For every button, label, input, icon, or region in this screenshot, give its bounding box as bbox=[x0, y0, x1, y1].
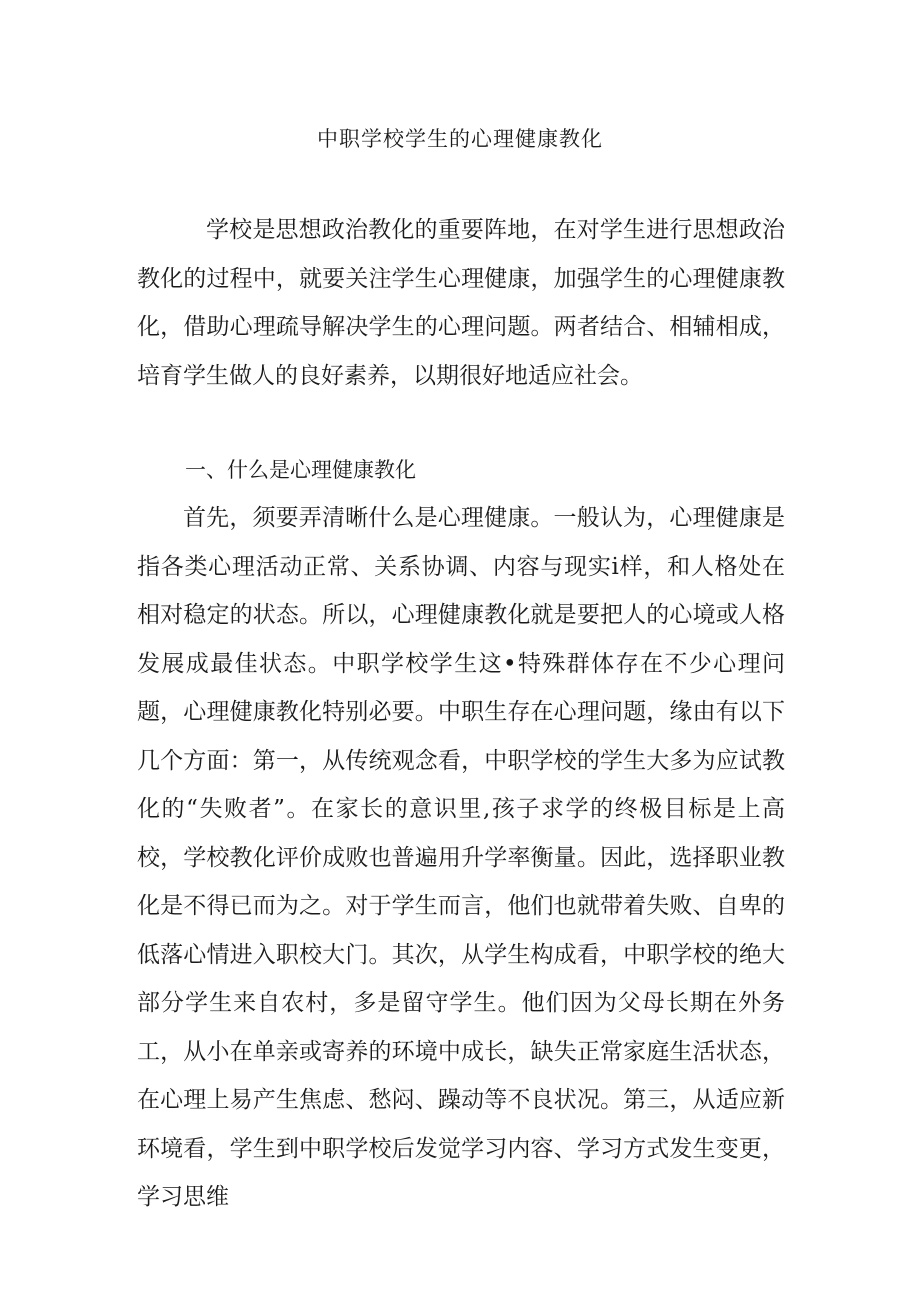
document-title: 中职学校学生的心理健康教化 bbox=[317, 127, 603, 151]
body-paragraph: 首先，须要弄清晰什么是心理健康。一般认为，心理健康是指各类心理活动正常、关系协调、内容与现实i样，和人格处在相对稳定的状态。所以，心理健康教化就是要把人的心境或人格发展成最佳状态。中职学校学生这•特殊群体存在不少心理问题，心理健康教化特别必要。中职生存在心理问题，缘由有以下几个方面：第一，从传统观念看，中职学校的学生大多为应试教化的“失败者”。在家长的意识里,孩子求学的终极目标是上高校，学校教化评价成败也普遍用升学率衡量。因此，选择职业教化是不得已而为之。对于学生而言，他们也就带着失败、自卑的低落心情进入职校大门。其次，从学生构成看，中职学校的绝大部分学生来自农村，多是留守学生。他们因为父母长期在外务工，从小在单亲或寄养的环境中成长，缺失正常家庭生活状态，在心理上易产生焦虑、愁闷、躁动等不良状况。第三，从适应新环境看，学生到中职学校后发觉学习内容、学习方式发生变更，学习思维 bbox=[137, 505, 785, 1210]
section-heading: 一、什么是心理健康教化 bbox=[185, 458, 416, 482]
intro-paragraph: 学校是思想政治教化的重要阵地，在对学生进行思想政治教化的过程中，就要关注学生心理健康，加强学生的心理健康教化，借助心理疏导解决学生的心理问题。两者结合、相辅相成，培育学生做人的良好素养，以期很好地适应社会。 bbox=[137, 217, 785, 389]
